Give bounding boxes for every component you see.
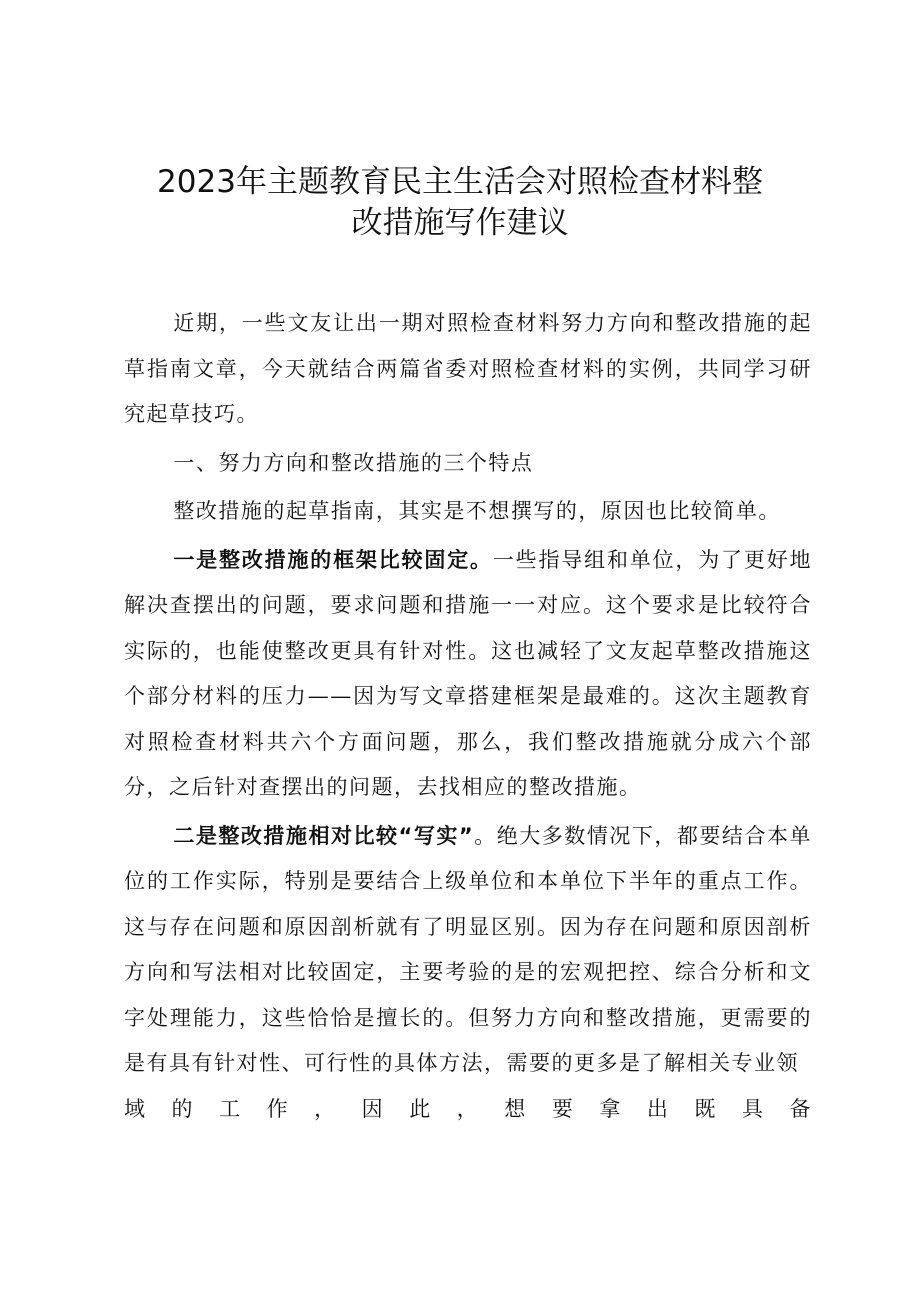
- title-line-1: 2023年主题教育民主生活会对照检查材料整: [157, 164, 763, 200]
- paragraph-overview: 整改措施的起草指南，其实是不想撰写的，原因也比较简单。: [173, 499, 781, 523]
- document-body: [124, 301, 812, 1132]
- section-heading: 一、努力方向和整改措施的三个特点: [173, 450, 534, 475]
- point-two-body: 。绝大多数情况下，都要结合本单位的工作实际，特别是要结合上级单位和本单位下半年的重点工作。这与存在问题和原因剖析就有了明显区别。因为存在问题和原因剖析方向和写法相对比较固定，主要考验的是的宏观把控、综合分析和文字处理能力，这些恰恰是擅长的。但努力方向和整改措施，更需要的是有具有针对性、可行性的具体方法，需要的更多是了解相关专业领: [124, 823, 812, 1075]
- title-line-2: 改措施写作建议: [351, 205, 569, 241]
- paragraph-point-one: [124, 538, 812, 811]
- paragraph-point-two: [124, 814, 812, 1087]
- paragraph-point-two-tail: 域的工作，因此，想要拿出既具备: [124, 1096, 812, 1121]
- point-two-lead: 二是整改措施相对比较“写实”: [173, 823, 475, 848]
- intro-paragraph: 近期，一些文友让出一期对照检查材料努力方向和整改措施的起草指南文章，今天就结合两篇省委对照检查材料的实例，共同学习研究起草技巧。: [124, 311, 812, 426]
- point-one-body: 一些指导组和单位，为了更好地解决查摆出的问题，要求问题和措施一一对应。这个要求是比较符合实际的，也能使整改更具有针对性。这也减轻了文友起草整改措施这个部分材料的压力——因为写文章搭建框架是最难的。这次主题教育对照检查材料共六个方面问题，那么，我们整改措施就分成六个部分，之后针对查摆出的问题，去找相应的整改措施。: [124, 547, 813, 799]
- point-one-lead: 一是整改措施的框架比较固定。: [173, 547, 493, 572]
- document-title: [120, 162, 800, 244]
